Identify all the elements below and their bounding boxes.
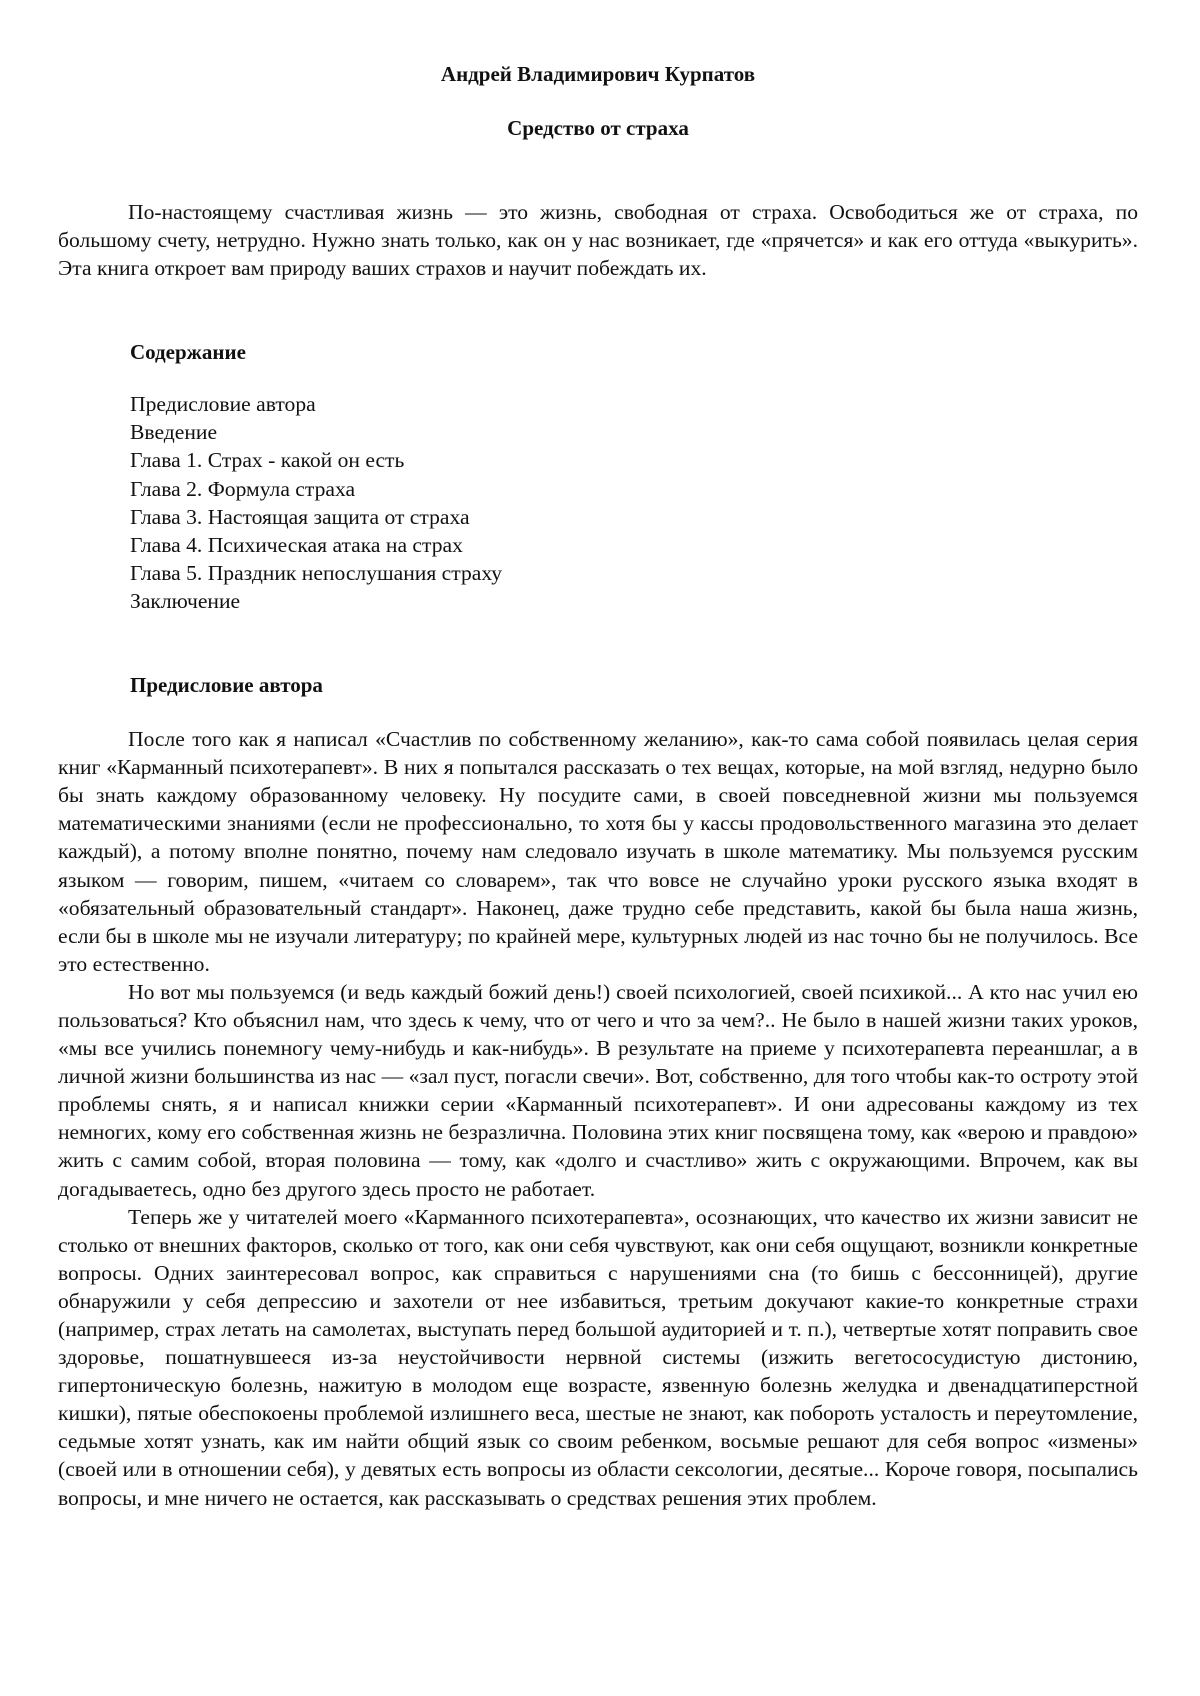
book-title: Средство от страха	[507, 116, 689, 140]
toc-heading: Содержание	[130, 340, 246, 365]
book-annotation: По-настоящему счастливая жизнь — это жизнь, свободная от страха. Освободиться же от страха, по большому счету, нетрудно. Нужно знать только, как он у нас возникает, где «прячется» и как его оттуда «выкурить». Эта книга откроет вам природу ваших страхов и научит побеждать их.	[58, 200, 1138, 281]
toc-item: Заключение	[130, 588, 241, 613]
preface-paragraph: Но вот мы пользуемся (и ведь каждый божий день!) своей психологией, своей психикой... А кто нас учил ею пользоваться? Кто объяснил нам, что здесь к чему, что от чего и что за чем?.. Не было в нашей жизни таких уроков, «мы все учились понемногу чему-нибудь и как-нибудь». В результате на приеме у психотерапевта переаншлаг, а в личной жизни большинства из нас — «зал пуст, погасли свечи». Вот, собственно, для того чтобы как-то остроту этой проблемы снять, я и написал книжки серии «Карманный психотерапевт». И они адресованы каждому из тех немногих, кому его собственная жизнь не безразлична. Половина этих книг посвящена тому, как «верою и правдою» жить с самим собой, вторая половина — тому, как «долго и счастливо» жить с окружающими. Впрочем, как вы догадываетесь, одно без другого здесь просто не работает.	[58, 979, 1138, 1201]
toc-item: Введение	[130, 420, 218, 445]
toc-item: Глава 2. Формула страха	[130, 476, 356, 501]
table-of-contents	[130, 390, 1138, 615]
preface-body	[58, 725, 1138, 1512]
preface-heading: Предисловие автора	[130, 673, 323, 698]
toc-item: Глава 4. Психическая атака на страх	[130, 532, 463, 557]
document-page	[58, 50, 1138, 1512]
toc-item: Глава 3. Настоящая защита от страха	[130, 504, 470, 529]
toc-item: Глава 5. Праздник непослушания страху	[130, 560, 503, 585]
toc-item: Глава 1. Страх - какой он есть	[130, 448, 405, 473]
preface-paragraph: Теперь же у читателей моего «Карманного психотерапевта», осознающих, что качество их жизни зависит не столько от внешних факторов, сколько от того, как они себя чувствуют, как они себя ощущают, возникли конкретные вопросы. Одних заинтересовал вопрос, как справиться с нарушениями сна (то бишь с бессонницей), другие обнаружили у себя депрессию и захотели от нее избавиться, третьим докучают какие-то конкретные страхи (например, страх летать на самолетах, выступать перед большой аудиторией и т. п.), четвертые хотят поправить свое здоровье, пошатнувшееся из-за неустойчивости нервной системы (изжить вегетососудистую дистонию, гипертоническую болезнь, нажитую в молодом еще возрасте, язвенную болезнь желудка и двенадцатиперстной кишки), пятые обеспокоены проблемой излишнего веса, шестые не знают, как побороть усталость и переутомление, седьмые хотят узнать, как им найти общий язык со своим ребенком, восьмые решают для себя вопрос «измены» (своей или в отношении себя), у девятых есть вопросы из области сексологии, десятые... Короче говоря, посыпались вопросы, и мне ничего не остается, как рассказывать о средствах решения этих проблем.	[58, 1204, 1138, 1510]
book-author: Андрей Владимирович Курпатов	[440, 62, 756, 86]
toc-item: Предисловие автора	[130, 392, 316, 417]
preface-paragraph: После того как я написал «Счастлив по собственному желанию», как-то сама собой появилась целая серия книг «Карманный психотерапевт». В них я попытался рассказать о тех вещах, которые, на мой взгляд, недурно было бы знать каждому образованному человеку. Ну посудите сами, в своей повседневной жизни мы пользуемся математическими знаниями (если не профессионально, то хотя бы у кассы продовольственного магазина это делает каждый), а потому вполне понятно, почему нам следовало изучать в школе математику. Мы пользуемся русским языком — говорим, пишем, «читаем со словарем», так что вовсе не случайно уроки русского языка входят в «обязательный образовательный стандарт». Наконец, даже трудно себе представить, какой бы была наша жизнь, если бы в школе мы не изучали литературу; по крайней мере, культурных людей из нас точно бы не получилось. Все это естественно.	[58, 727, 1138, 976]
